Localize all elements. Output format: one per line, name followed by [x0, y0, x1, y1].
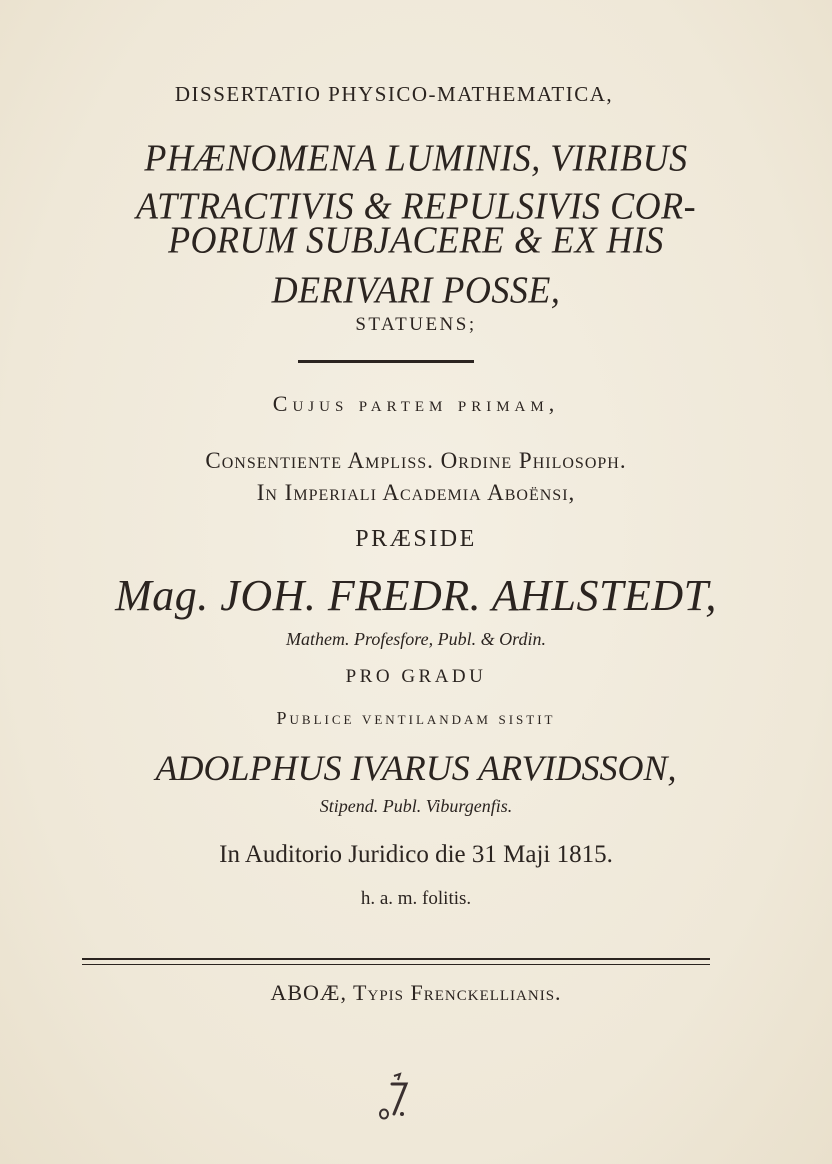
library-mark-icon — [364, 1070, 424, 1130]
title-line-2: ATTRACTIVIS & REPULSIVIS COR- — [135, 185, 697, 227]
praeses-name: Mag. JOH. FREDR. AHLSTEDT, — [115, 571, 717, 620]
statuens-line: STATUENS; — [355, 314, 477, 335]
respondent-name: ADOLPHUS IVARUS ARVIDSSON, — [155, 748, 677, 788]
praeses-title: Mathem. Profesfore, Publ. & Ordin. — [286, 629, 546, 649]
title-line-1: PHÆNOMENA LUMINIS, VIRIBUS — [144, 137, 688, 179]
consentiente-line: Consentiente Ampliss. Ordine Philosoph. — [205, 448, 627, 473]
double-rule-bottom — [82, 964, 710, 965]
title-line-3: PORUM SUBJACERE & EX HIS — [168, 219, 664, 261]
academia-line: In Imperiali Academia Aboënsi, — [256, 480, 576, 505]
praeside-label: PRÆSIDE — [355, 526, 477, 552]
dissertation-header: DISSERTATIO PHYSICO-MATHEMATICA, — [174, 82, 614, 106]
title-line-4: DERIVARI POSSE, — [271, 269, 561, 311]
hours-line: h. a. m. folitis. — [360, 888, 472, 909]
imprint-line: ABOÆ, Typis Frenckellianis. — [270, 980, 562, 1005]
separator-rule — [298, 360, 474, 363]
respondent-title: Stipend. Publ. Viburgenfis. — [319, 796, 513, 816]
pro-gradu-line: PRO GRADU — [345, 666, 487, 687]
publice-line: Publice ventilandam sistit — [276, 708, 556, 728]
auditorio-line: In Auditorio Juridico die 31 Maji 1815. — [219, 841, 613, 868]
double-rule-top — [82, 958, 710, 960]
cujus-partem-line: Cujus partem primam, — [272, 391, 560, 416]
